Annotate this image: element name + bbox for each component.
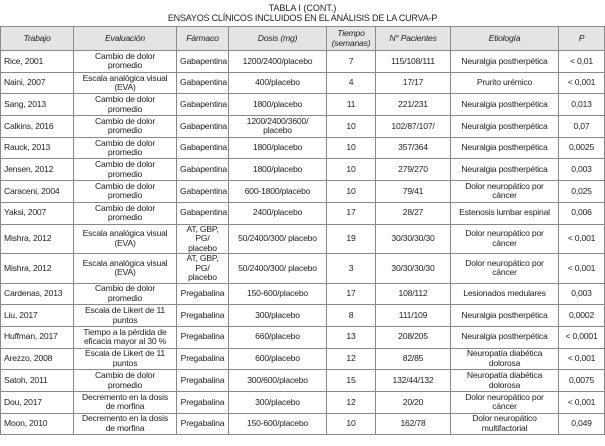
cell-etiologia: Neuralgia postherpética (451, 137, 559, 159)
cell-farmaco: AT, GBP, PG/ placebo (177, 224, 229, 254)
cell-tiempo: 8 (327, 305, 376, 327)
table-row (1, 116, 605, 138)
cell-trabajo: Dou, 2017 (1, 391, 74, 413)
cell-pacientes: 30/30/30/30 (376, 224, 451, 254)
cell-tiempo: 7 (327, 51, 376, 73)
cell-pacientes: 30/30/30/30 (376, 254, 451, 284)
cell-etiologia: Dolor neuropático por cáncer (451, 254, 559, 284)
cell-farmaco: Gabapentina (177, 202, 229, 224)
cell-etiologia: Neuralgia postherpética (451, 305, 559, 327)
cell-dosis: 1800/placebo (229, 137, 327, 159)
header-row (1, 27, 605, 51)
cell-dosis: 1800/placebo (229, 94, 327, 116)
cell-tiempo: 11 (327, 94, 376, 116)
cell-p: 0,006 (559, 202, 605, 224)
cell-pacientes: 221/231 (376, 94, 451, 116)
table-row (1, 202, 605, 224)
cell-p: < 0,001 (559, 254, 605, 284)
cell-etiologia: Neuropatía diabética dolorosa (451, 370, 559, 392)
cell-dosis: 300/placebo (229, 305, 327, 327)
cell-evaluacion: Cambio de dolor promedio (74, 116, 177, 138)
cell-dosis: 660/placebo (229, 326, 327, 348)
cell-farmaco: Pregabalina (177, 348, 229, 370)
cell-pacientes: 357/364 (376, 137, 451, 159)
cell-trabajo: Jensen, 2012 (1, 159, 74, 181)
cell-trabajo: Cardenas, 2013 (1, 283, 74, 305)
cell-trabajo: Liu, 2017 (1, 305, 74, 327)
cell-tiempo: 3 (327, 254, 376, 284)
cell-evaluacion: Cambio de dolor promedio (74, 202, 177, 224)
cell-etiologia: Neuralgia postherpética (451, 159, 559, 181)
cell-trabajo: Mishra, 2012 (1, 224, 74, 254)
cell-p: 0,0075 (559, 370, 605, 392)
cell-evaluacion: Cambio de dolor promedio (74, 181, 177, 203)
cell-dosis: 50/2400/300/ placebo (229, 224, 327, 254)
cell-farmaco: Pregabalina (177, 326, 229, 348)
cell-etiologia: Neuralgia postherpética (451, 94, 559, 116)
cell-p: 0,003 (559, 283, 605, 305)
cell-p: 0,07 (559, 116, 605, 138)
cell-trabajo: Huffman, 2017 (1, 326, 74, 348)
table-row (1, 370, 605, 392)
cell-etiologia: Neuralgia postherpética (451, 51, 559, 73)
cell-tiempo: 10 (327, 413, 376, 435)
cell-farmaco: Gabapentina (177, 159, 229, 181)
cell-etiologia: Dolor neuropático por cáncer (451, 181, 559, 203)
cell-pacientes: 82/85 (376, 348, 451, 370)
cell-p: < 0,001 (559, 391, 605, 413)
cell-dosis: 400/placebo (229, 72, 327, 94)
cell-pacientes: 111/109 (376, 305, 451, 327)
cell-tiempo: 17 (327, 202, 376, 224)
cell-p: < 0,001 (559, 348, 605, 370)
cell-etiologia: Estenosis lumbar espinal (451, 202, 559, 224)
table-row (1, 326, 605, 348)
cell-pacientes: 17/17 (376, 72, 451, 94)
table-row (1, 224, 605, 254)
table-caption (0, 3, 605, 23)
cell-farmaco: Gabapentina (177, 51, 229, 73)
cell-trabajo: Rauck, 2013 (1, 137, 74, 159)
cell-p: 0,025 (559, 181, 605, 203)
cell-pacientes: 162/78 (376, 413, 451, 435)
cell-farmaco: Pregabalina (177, 283, 229, 305)
cell-etiologia: Neuropatía diabética dolorosa (451, 348, 559, 370)
cell-farmaco: Pregabalina (177, 391, 229, 413)
table-row (1, 413, 605, 435)
cell-tiempo: 4 (327, 72, 376, 94)
cell-tiempo: 12 (327, 348, 376, 370)
cell-evaluacion: Cambio de dolor promedio (74, 137, 177, 159)
cell-farmaco: Pregabalina (177, 413, 229, 435)
cell-dosis: 300/placebo (229, 391, 327, 413)
cell-evaluacion: Cambio de dolor promedio (74, 51, 177, 73)
column-header-p: P (559, 27, 605, 51)
cell-p: < 0,0001 (559, 326, 605, 348)
cell-dosis: 300/600/placebo (229, 370, 327, 392)
table-row (1, 305, 605, 327)
table-row (1, 391, 605, 413)
cell-farmaco: Pregabalina (177, 370, 229, 392)
cell-pacientes: 28/27 (376, 202, 451, 224)
table-row (1, 72, 605, 94)
cell-etiologia: Dolor neuropático multifactorial (451, 413, 559, 435)
cell-farmaco: Gabapentina (177, 116, 229, 138)
cell-trabajo: Yaksi, 2007 (1, 202, 74, 224)
table-title: TABLA I (CONT.) (268, 3, 337, 13)
cell-tiempo: 10 (327, 159, 376, 181)
column-header-farmaco: Fármaco (177, 27, 229, 51)
cell-tiempo: 19 (327, 224, 376, 254)
cell-farmaco: AT, GBP, PG/ placebo (177, 254, 229, 284)
column-header-etiologia: Etiología (451, 27, 559, 51)
table-subtitle: ENSAYOS CLÍNICOS INCLUIDOS EN EL ANÁLISIS DE LA CURVA-P (167, 13, 438, 23)
cell-dosis: 600-1800/placebo (229, 181, 327, 203)
cell-etiologia: Neuralgia postherpética (451, 326, 559, 348)
table-row (1, 94, 605, 116)
cell-tiempo: 10 (327, 181, 376, 203)
table-row (1, 159, 605, 181)
cell-trabajo: Moon, 2010 (1, 413, 74, 435)
cell-pacientes: 79/41 (376, 181, 451, 203)
cell-trabajo: Calkins, 2016 (1, 116, 74, 138)
cell-etiologia: Dolor neuropático por cáncer (451, 391, 559, 413)
cell-tiempo: 10 (327, 116, 376, 138)
cell-dosis: 1200/2400/3600/ placebo (229, 116, 327, 138)
cell-evaluacion: Cambio de dolor promedio (74, 159, 177, 181)
column-header-pacientes: N° Pacientes (376, 27, 451, 51)
cell-p: 0,0002 (559, 305, 605, 327)
cell-evaluacion: Escala de Likert de 11 puntos (74, 348, 177, 370)
cell-p: < 0,001 (559, 224, 605, 254)
cell-dosis: 150-600/placebo (229, 413, 327, 435)
column-header-trabajo: Trabajo (1, 27, 74, 51)
cell-dosis: 600/placebo (229, 348, 327, 370)
cell-etiologia: Dolor neuropático por cáncer (451, 224, 559, 254)
cell-dosis: 150-600/placebo (229, 283, 327, 305)
cell-trabajo: Mishra, 2012 (1, 254, 74, 284)
cell-tiempo: 13 (327, 326, 376, 348)
cell-farmaco: Gabapentina (177, 137, 229, 159)
cell-pacientes: 279/270 (376, 159, 451, 181)
cell-farmaco: Gabapentina (177, 94, 229, 116)
column-header-tiempo: Tiempo (semanas) (327, 27, 376, 51)
cell-p: 0,013 (559, 94, 605, 116)
table-row (1, 51, 605, 73)
cell-evaluacion: Escala analógica visual (EVA) (74, 72, 177, 94)
cell-p: 0,049 (559, 413, 605, 435)
cell-evaluacion: Decremento en la dosis de morfina (74, 413, 177, 435)
cell-trabajo: Caraceni, 2004 (1, 181, 74, 203)
table-row (1, 348, 605, 370)
column-header-dosis: Dosis (mg) (229, 27, 327, 51)
cell-evaluacion: Escala de Likert de 11 puntos (74, 305, 177, 327)
cell-evaluacion: Cambio de dolor promedio (74, 283, 177, 305)
cell-etiologia: Lesionados medulares (451, 283, 559, 305)
cell-tiempo: 15 (327, 370, 376, 392)
cell-dosis: 1800/placebo (229, 159, 327, 181)
cell-pacientes: 208/205 (376, 326, 451, 348)
cell-trabajo: Arezzo, 2008 (1, 348, 74, 370)
cell-farmaco: Pregabalina (177, 305, 229, 327)
cell-etiologia: Neuralgia postherpética (451, 116, 559, 138)
cell-p: < 0,01 (559, 51, 605, 73)
cell-tiempo: 12 (327, 391, 376, 413)
cell-pacientes: 132/44/132 (376, 370, 451, 392)
cell-p: 0,0025 (559, 137, 605, 159)
cell-evaluacion: Tiempo a la pérdida de eficacia mayor al 30 % (74, 326, 177, 348)
cell-evaluacion: Cambio de dolor promedio (74, 94, 177, 116)
table-row (1, 181, 605, 203)
cell-evaluacion: Escala analógica visual (EVA) (74, 224, 177, 254)
cell-pacientes: 20/20 (376, 391, 451, 413)
clinical-trials-table (0, 26, 605, 435)
cell-p: < 0,001 (559, 72, 605, 94)
cell-trabajo: Naini, 2007 (1, 72, 74, 94)
cell-tiempo: 10 (327, 137, 376, 159)
table-row (1, 254, 605, 284)
table-row (1, 283, 605, 305)
cell-evaluacion: Escala analógica visual (EVA) (74, 254, 177, 284)
cell-trabajo: Rice, 2001 (1, 51, 74, 73)
cell-dosis: 50/2400/300/ placebo (229, 254, 327, 284)
cell-evaluacion: Cambio de dolor promedio (74, 370, 177, 392)
cell-pacientes: 108/112 (376, 283, 451, 305)
cell-trabajo: Sang, 2013 (1, 94, 74, 116)
cell-pacientes: 115/108/111 (376, 51, 451, 73)
cell-farmaco: Gabapentina (177, 72, 229, 94)
cell-evaluacion: Decremento en la dosis de morfina (74, 391, 177, 413)
cell-etiologia: Prurito urémico (451, 72, 559, 94)
table-row (1, 137, 605, 159)
cell-farmaco: Gabapentina (177, 181, 229, 203)
cell-dosis: 2400/placebo (229, 202, 327, 224)
column-header-evaluacion: Evaluación (74, 27, 177, 51)
cell-p: 0,003 (559, 159, 605, 181)
cell-pacientes: 102/87/107/ (376, 116, 451, 138)
cell-trabajo: Satoh, 2011 (1, 370, 74, 392)
cell-tiempo: 17 (327, 283, 376, 305)
cell-dosis: 1200/2400/placebo (229, 51, 327, 73)
